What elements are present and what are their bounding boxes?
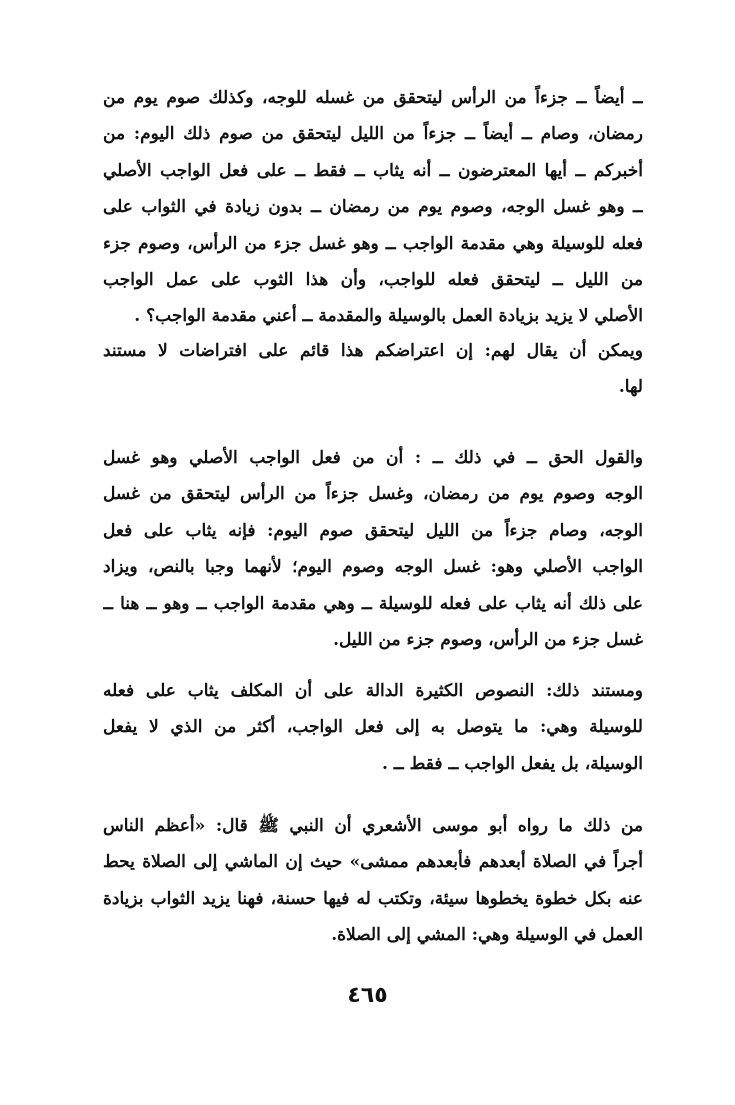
page-number: ٤٦٥ <box>347 983 388 1008</box>
text-line: من الليل ــ ليتحقق فعله للواجب، وأن هذا الثوب على عمل الواجب <box>103 269 643 290</box>
text-line: رمضان، وصام ــ أيضاً ــ جزءاً من الليل ليتحقق من صوم ذلك اليوم: من <box>103 124 643 145</box>
text-line: من ذلك ما رواه أبو موسى الأشعري أن النبي ﷺ قال: «أعظم الناس <box>103 816 643 836</box>
text-line: ويمكن أن يقال لهم: إن اعتراضكم هذا قائم على افتراضات لا مستند <box>103 341 643 361</box>
text-line: ومستند ذلك: النصوص الكثيرة الدالة على أن المكلف يثاب على فعله <box>103 681 643 701</box>
text-line: فعله للوسيلة وهي مقدمة الواجب ــ وهو غسل جزء من الرأس، وصوم جزء <box>103 233 643 254</box>
text-line: الوسيلة، بل يفعل الواجب ــ فقط ــ . <box>381 753 643 774</box>
text-line: غسل جزء من الرأس، وصوم جزء من الليل. <box>333 629 643 650</box>
text-line: أخبركم ــ أيها المعترضون ــ أنه يثاب ــ فقط ــ على فعل الواجب الأصلي <box>103 160 643 181</box>
paragraph-4 <box>103 673 643 782</box>
text-line: ــ أيضاً ــ جزءاً من الرأس ليتحقق من غسله للوجه، وكذلك صوم يوم من <box>103 88 643 108</box>
text-line: العمل في الوسيلة وهي: المشي إلى الصلاة. <box>331 925 643 946</box>
text-line: الأصلي لا يزيد بزيادة العمل بالوسيلة والمقدمة ــ أعني مقدمة الواجب؟ . <box>134 306 643 327</box>
text-line: الوجه وصوم يوم من رمضان، وغسل جزءاً من الرأس ليتحقق من غسل <box>103 484 643 505</box>
paragraph-5 <box>103 808 643 954</box>
text-line: للوسيلة وهي: ما يتوصل به إلى فعل الواجب، أكثر من الذي لا يفعل <box>103 717 643 738</box>
text-line: الوجه، وصام جزءاً من الليل ليتحقق صوم اليوم: فإنه يثاب على فعل <box>103 520 643 541</box>
text-line: ــ وهو غسل الوجه، وصوم يوم من رمضان ــ بدون زيادة في الثواب على <box>103 197 643 218</box>
text-line: أجراً في الصلاة أبعدهم فأبعدهم ممشى» حيث إن الماشي إلى الصلاة يحط <box>103 852 643 873</box>
text-line: عنه بكل خطوة يخطوها سيئة، وتكتب له فيها حسنة، فهنا يزيد الثواب بزيادة <box>103 888 643 909</box>
text-line: على ذلك أنه يثاب على فعله للوسيلة ــ وهي مقدمة الواجب ــ وهو ــ هنا ــ <box>103 593 643 614</box>
paragraph-3 <box>103 440 643 658</box>
paragraph-2 <box>103 333 643 406</box>
text-line: لها. <box>618 377 643 398</box>
text-line: الواجب الأصلي وهو: غسل الوجه وصوم اليوم؛ لأنهما وجبا بالنص، ويزاد <box>103 557 643 578</box>
text-line: والقول الحق ــ في ذلك ــ : أن من فعل الواجب الأصلي وهو غسل <box>103 448 643 468</box>
paragraph-1 <box>103 80 643 335</box>
